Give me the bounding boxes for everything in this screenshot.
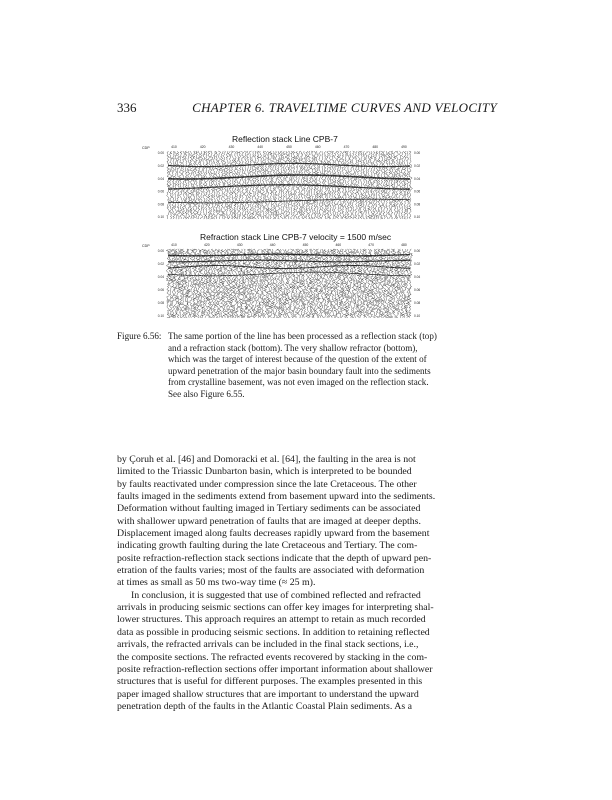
time-label-left: 0.04 bbox=[157, 275, 164, 280]
body-line: posite refraction-reflection stack sections indicate that the depth of upward pen- bbox=[117, 552, 432, 564]
time-label-left: 0.10 bbox=[157, 314, 164, 319]
time-label-right: 0.10 bbox=[414, 215, 421, 220]
body-line: Deformation without faulting imaged in Tertiary sediments can be associated bbox=[117, 503, 421, 515]
body-line: posite refraction-reflection sections offer important information about shallower bbox=[117, 663, 433, 675]
time-label-left: 0.08 bbox=[157, 301, 164, 306]
time-label-left: 0.06 bbox=[157, 189, 164, 194]
time-label-right: 0.06 bbox=[414, 288, 421, 293]
body-line: by faults reactivated under compression since the late Cretaceous. The other bbox=[117, 478, 417, 490]
body-line: Displacement imaged along faults decreases rapidly upward from the basement bbox=[117, 528, 430, 540]
time-label-left: 0.00 bbox=[157, 249, 164, 254]
body-line: by Çoruh et al. [46] and Domoracki et al. [64], the faulting in the area is not bbox=[117, 454, 416, 465]
caption-line: upward penetration of the major basin boundary fault into the sediments bbox=[168, 365, 431, 376]
cdp-label: CDP bbox=[142, 146, 150, 150]
cdp-tick-label: 450 bbox=[302, 243, 309, 247]
cdp-tick-label: 460 bbox=[335, 243, 342, 247]
time-label-right: 0.08 bbox=[414, 301, 421, 306]
caption-text bbox=[168, 331, 495, 401]
cdp-tick-label: 410 bbox=[171, 243, 177, 247]
cdp-tick-label: 430 bbox=[228, 145, 235, 149]
cdp-tick-label: 420 bbox=[199, 145, 206, 149]
body-line: arrivals in producing seismic sections can offer key images for interpreting shal- bbox=[117, 602, 434, 614]
refraction-stack-image bbox=[140, 241, 440, 324]
refraction-stack-title: Refraction stack Line CPB-7 velocity = 1500 m/sec bbox=[200, 232, 392, 242]
time-label-left: 0.02 bbox=[157, 262, 164, 267]
caption-line: and a refraction stack (bottom). The very shallow refractor (bottom), bbox=[168, 342, 418, 353]
time-label-right: 0.04 bbox=[414, 176, 421, 181]
body-line: penetration depth of the faults in the Atlantic Coastal Plain sediments. As a bbox=[117, 700, 412, 712]
reflection-stack-title: Reflection stack Line CPB-7 bbox=[232, 134, 338, 144]
cdp-tick-label: 480 bbox=[372, 145, 379, 149]
reflector-band bbox=[168, 185, 410, 189]
cdp-tick-label: 430 bbox=[236, 243, 243, 247]
cdp-label: CDP bbox=[142, 244, 150, 248]
body-line: the composite sections. The refracted events recovered by stacking in the com- bbox=[117, 651, 428, 663]
time-label-left: 0.00 bbox=[157, 151, 164, 156]
time-label-right: 0.04 bbox=[414, 275, 421, 280]
body-line: limited to the Triassic Dunbarton basin, which is interpreted to be bounded bbox=[117, 466, 412, 478]
cdp-tick-label: 480 bbox=[401, 243, 407, 247]
cdp-tick-label: 460 bbox=[314, 145, 321, 149]
time-label-left: 0.10 bbox=[157, 215, 164, 220]
time-label-right: 0.00 bbox=[414, 249, 421, 254]
body-text bbox=[117, 454, 495, 713]
cdp-tick-label: 450 bbox=[286, 145, 292, 149]
caption-line: from crystalline basement, was not even imaged on the reflection stack. bbox=[168, 377, 429, 388]
time-label-right: 0.08 bbox=[414, 202, 421, 207]
cdp-tick-label: 470 bbox=[368, 243, 374, 247]
cdp-tick-label: 470 bbox=[343, 145, 350, 149]
time-label-left: 0.02 bbox=[157, 164, 164, 168]
caption-line: which was the target of interest because of the question of the extent of bbox=[168, 354, 427, 365]
cdp-tick-label: 420 bbox=[204, 243, 210, 247]
seismic-traces bbox=[166, 249, 412, 318]
cdp-tick-label: 440 bbox=[257, 145, 264, 149]
body-line: In conclusion, it is suggested that use of combined reflected and refracted bbox=[131, 589, 421, 601]
reflection-stack-image bbox=[140, 143, 440, 225]
body-line: etration of the faults varies; most of the faults are associated with deformation bbox=[117, 565, 425, 577]
caption-label: Figure 6.56: bbox=[117, 331, 162, 341]
body-line: at times as small as 50 ms two-way time (≈ 25 m). bbox=[117, 577, 316, 589]
body-line: lower structures. This approach requires an attempt to retain as much recorded bbox=[117, 614, 426, 626]
cdp-tick-label: 440 bbox=[269, 243, 276, 247]
body-line: paper imaged shallow structures that are important to understand the upward bbox=[117, 688, 419, 700]
time-label-left: 0.06 bbox=[157, 288, 164, 293]
body-line: faults imaged in the sediments extend from basement upward into the sediments. bbox=[117, 491, 436, 503]
time-label-right: 0.02 bbox=[414, 164, 421, 168]
body-line: data as possible in producing seismic sections. In addition to retaining reflected bbox=[117, 626, 430, 638]
time-label-right: 0.10 bbox=[414, 314, 421, 319]
running-header bbox=[117, 100, 497, 116]
page-number: 336 bbox=[117, 100, 137, 115]
time-label-right: 0.06 bbox=[414, 189, 421, 194]
body-line: arrivals, the refracted arrivals can be included in the final stack sections, i.e., bbox=[117, 639, 419, 651]
body-line: with shallower upward penetration of faults that are imaged at deeper depths. bbox=[117, 515, 421, 527]
chapter-title: CHAPTER 6. TRAVELTIME CURVES AND VELOCITY bbox=[192, 100, 497, 115]
cdp-tick-label: 490 bbox=[401, 145, 407, 149]
time-label-left: 0.04 bbox=[157, 176, 164, 181]
time-label-right: 0.02 bbox=[414, 262, 421, 267]
body-line: indicating growth faulting during the late Cretaceous and Tertiary. The com- bbox=[117, 540, 418, 552]
body-line: structures that is useful for different purposes. The examples presented in this bbox=[117, 676, 423, 688]
time-label-left: 0.08 bbox=[157, 202, 164, 207]
time-label-right: 0.00 bbox=[414, 151, 421, 156]
caption-line: The same portion of the line has been processed as a reflection stack (top) bbox=[168, 331, 437, 341]
caption-line: See also Figure 6.55. bbox=[168, 388, 245, 399]
cdp-tick-label: 410 bbox=[171, 145, 177, 149]
